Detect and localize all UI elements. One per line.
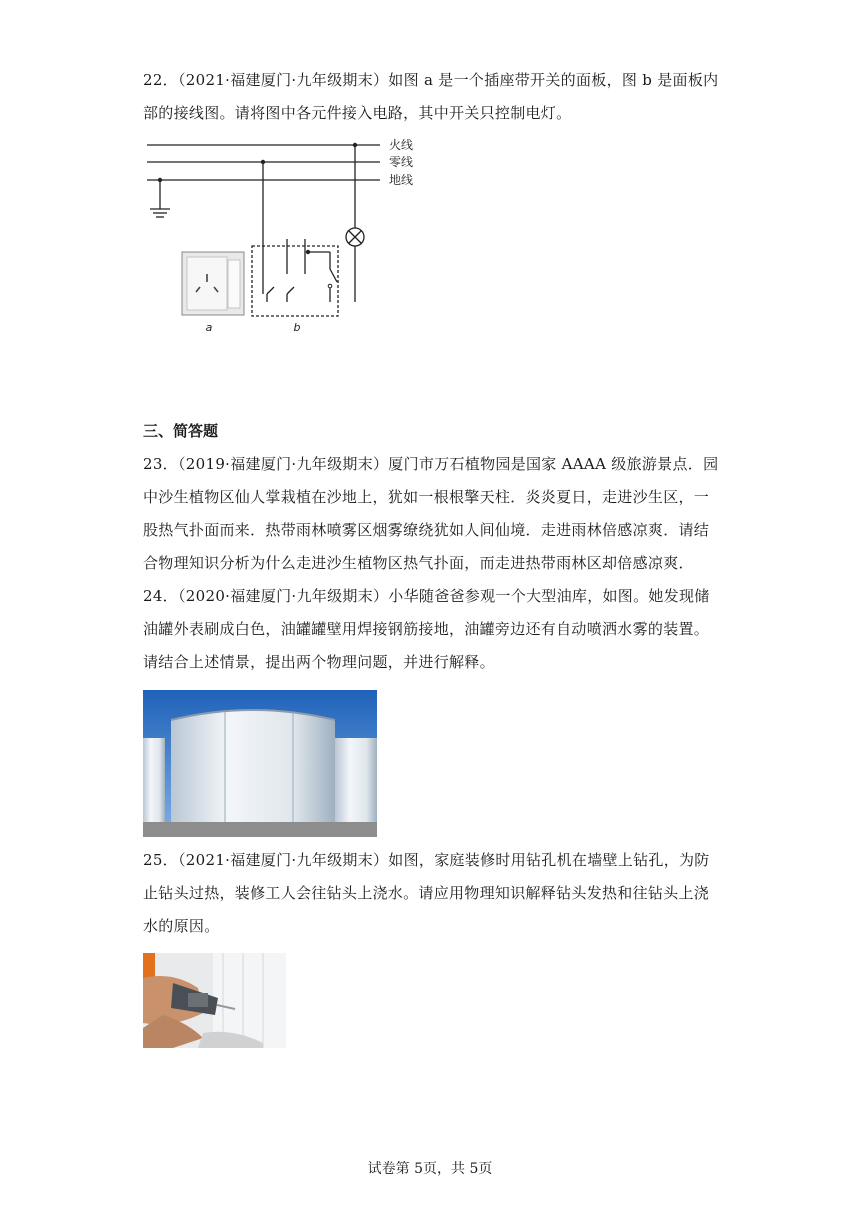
figure-b-label: b bbox=[293, 321, 301, 334]
neutral-wire-label: 零线 bbox=[389, 155, 414, 169]
question-24-text: 24．（2020·福建厦门·九年级期末）小华随爸爸参观一个大型油库，如图。她发现储油罐外表刷成白色，油罐罐壁用焊接钢筋接地，油罐旁边还有自动喷洒水雾的装置。请结合上述情景，提出两个物理问题，并进行解释。 bbox=[143, 587, 710, 671]
drill-photo bbox=[143, 953, 286, 1048]
question-22 bbox=[143, 64, 719, 130]
socket-panel-image bbox=[182, 252, 244, 315]
earth-wire-label: 地线 bbox=[389, 173, 414, 187]
oil-tank-photo bbox=[143, 690, 377, 837]
lamp-icon bbox=[346, 228, 364, 246]
panel-wiring-box bbox=[252, 246, 338, 316]
question-22-text: 22．（2021·福建厦门·九年级期末）如图 a 是一个插座带开关的面板，图 b 是面板内部的接线图。请将图中各元件接入电路，其中开关只控制电灯。 bbox=[143, 71, 719, 122]
live-wire-label: 火线 bbox=[389, 138, 414, 152]
section-title: 三、简答题 bbox=[143, 422, 219, 440]
question-23-text: 23．（2019·福建厦门·九年级期末）厦门市万石植物园是国家 AAAA 级旅游景点．园中沙生植物区仙人掌栽植在沙地上，犹如一根根擎天柱．炎炎夏日，走进沙生区，一股热气扑面而来．热带雨林喷雾区烟雾缭绕犹如人间仙境．走进雨林倍感凉爽．请结合物理知识分析为什么走进沙生植物区热气扑面，而走进热带雨林区却倍感凉爽． bbox=[143, 455, 719, 572]
page-footer: 试卷第 5页，共 5页 bbox=[367, 1161, 493, 1177]
figure-a-label: a bbox=[205, 321, 213, 334]
question-24 bbox=[143, 580, 719, 679]
circuit-diagram bbox=[140, 134, 440, 339]
question-23 bbox=[143, 448, 719, 580]
question-25-text: 25．（2021·福建厦门·九年级期末）如图，家庭装修时用钻孔机在墙壁上钻孔，为防止钻头过热，装修工人会往钻头上浇水。请应用物理知识解释钻头发热和往钻头上浇水的原因。 bbox=[143, 851, 710, 935]
question-25 bbox=[143, 844, 719, 943]
